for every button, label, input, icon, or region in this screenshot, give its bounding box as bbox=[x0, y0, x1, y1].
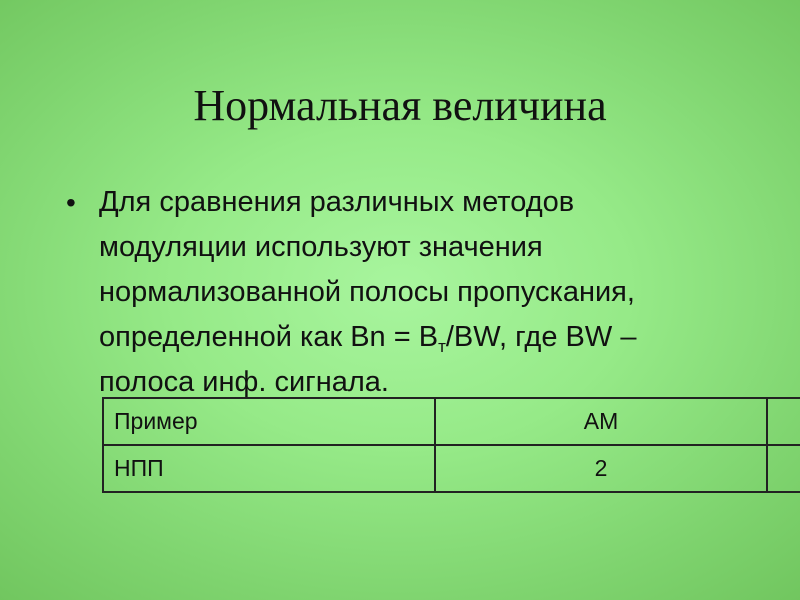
table-row bbox=[103, 445, 800, 492]
data-table bbox=[102, 397, 800, 493]
table-cell-value: 2 bbox=[435, 445, 767, 492]
table-cell-extra bbox=[767, 445, 800, 492]
table-row bbox=[103, 398, 800, 445]
bullet-line-5: полоса инф. сигнала. bbox=[99, 366, 389, 398]
table-container bbox=[102, 397, 800, 495]
formula-suffix: /BW, где BW – bbox=[445, 321, 637, 353]
bullet-line-3: нормализованной полосы пропускания, bbox=[99, 276, 635, 308]
table-cell-label: НПП bbox=[103, 445, 435, 492]
bullet-marker: • bbox=[66, 187, 76, 218]
bullet-line-2: модуляции используют значения bbox=[99, 231, 543, 263]
bullet-text bbox=[99, 180, 759, 405]
table-cell-label: Пример bbox=[103, 398, 435, 445]
table-cell-value: АМ bbox=[435, 398, 767, 445]
bullet-line-4 bbox=[99, 315, 759, 360]
bullet-line-1: Для сравнения различных методов bbox=[99, 186, 575, 218]
formula-prefix: определенной как Bn = B bbox=[99, 321, 439, 353]
slide-title: Нормальная величина bbox=[193, 81, 607, 130]
table-cell-extra bbox=[767, 398, 800, 445]
formula-subscript: т bbox=[438, 337, 446, 356]
